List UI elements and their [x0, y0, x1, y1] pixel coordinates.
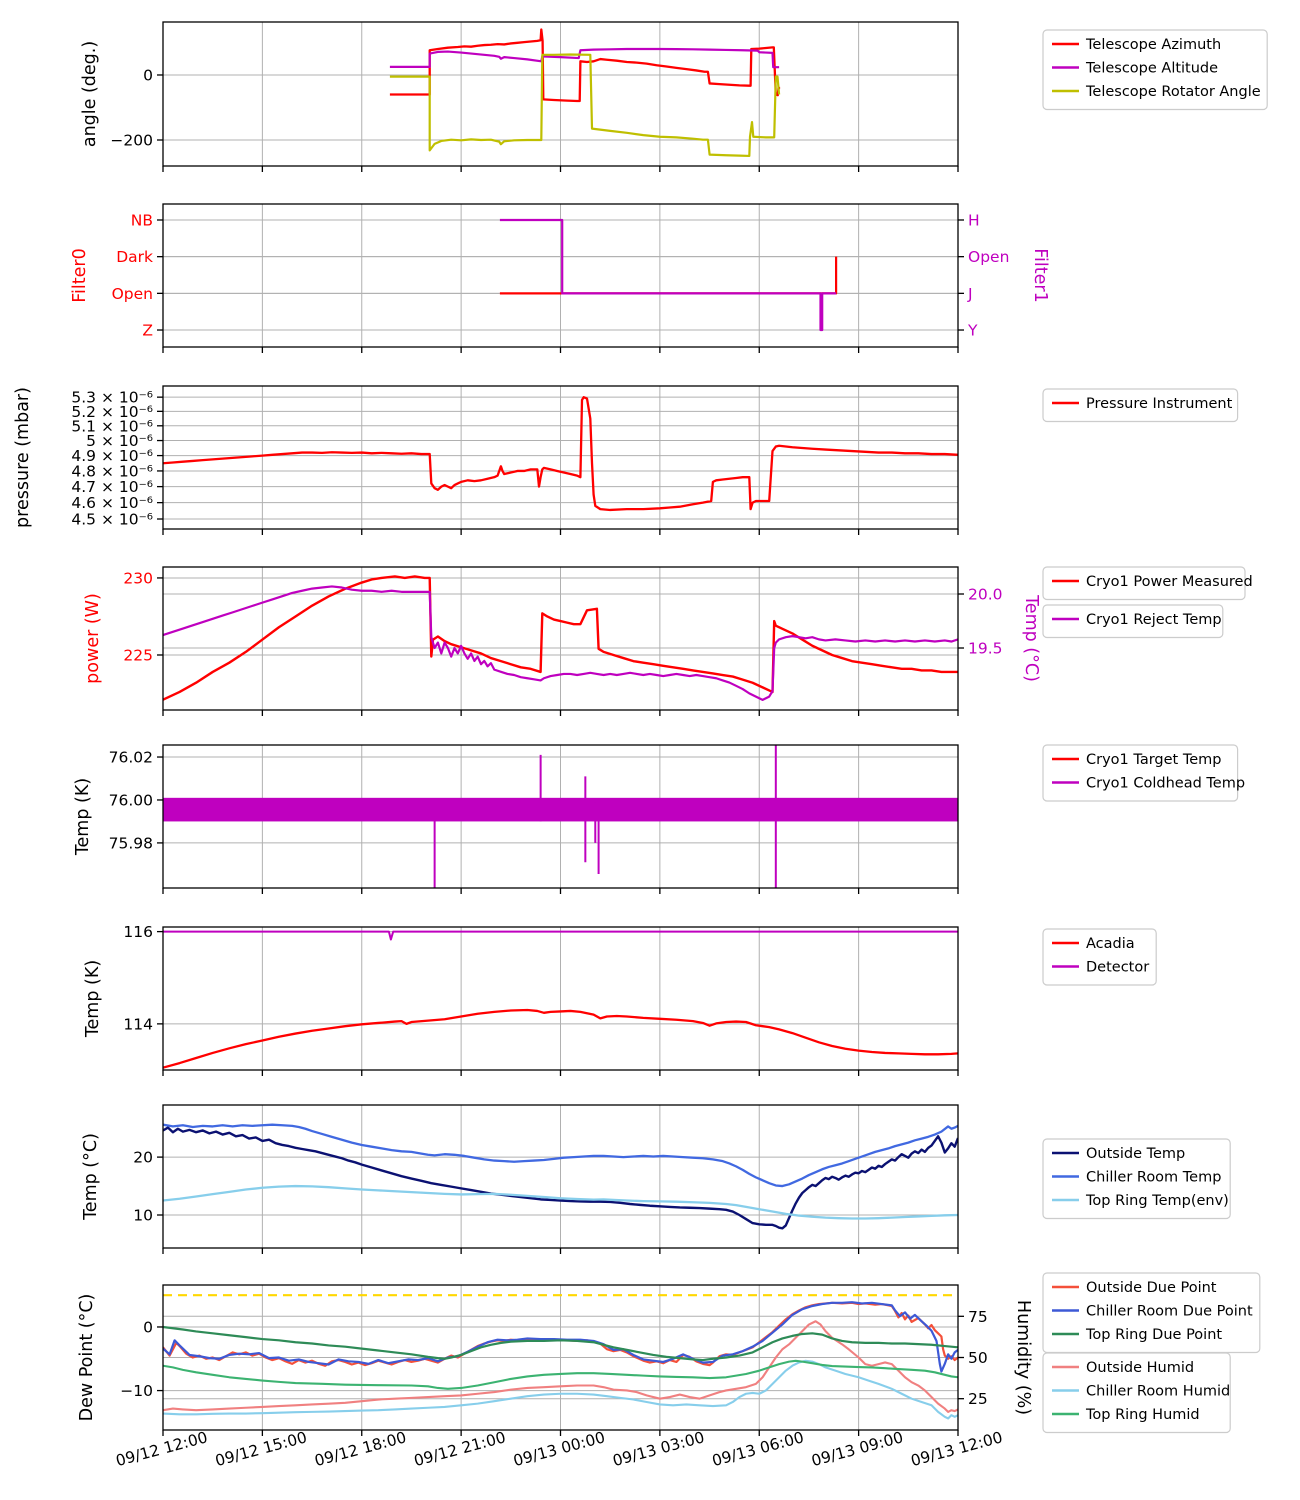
- y-axis-label: Dew Point (°C): [77, 1293, 97, 1422]
- legend-label: Top Ring Due Point: [1086, 1327, 1223, 1343]
- x-tick-label: 09/12 21:00: [411, 1428, 508, 1471]
- series-filter1-state: [500, 220, 836, 330]
- y-tick-label-right: 75: [968, 1307, 988, 1326]
- y-tick-label: 230: [123, 569, 153, 588]
- y-tick-label-right: J: [968, 284, 973, 303]
- legend-label: Telescope Azimuth: [1086, 37, 1222, 53]
- y-axis-label-right: Filter1: [1030, 248, 1050, 303]
- series-group: [500, 220, 836, 330]
- x-tick-label: 09/13 06:00: [710, 1428, 806, 1471]
- panel-pressure: [13, 386, 958, 535]
- y-axis-label: Temp (°C): [81, 1133, 101, 1220]
- panel-cryo-power: [83, 567, 1041, 716]
- legend-label: Telescope Altitude: [1086, 60, 1219, 77]
- panel-telescope-angles: [80, 22, 958, 172]
- panel-detector-temps: [83, 923, 958, 1076]
- panel-cryo-temps: [73, 740, 958, 895]
- series-group: [390, 29, 780, 155]
- y-tick-label: −10: [120, 1382, 153, 1401]
- y-tick-label: 76.00: [108, 791, 153, 810]
- y-tick-label-right: 50: [968, 1349, 988, 1367]
- y-axis-label-right: Temp (°C): [1021, 595, 1041, 682]
- legend-label: Chiller Room Humid: [1086, 1383, 1231, 1400]
- legend: [1043, 30, 1267, 110]
- y-tick-label: 4.5 × 10⁻⁶: [71, 510, 153, 529]
- legend-label: Pressure Instrument: [1086, 396, 1233, 412]
- legend-label: Outside Temp: [1086, 1146, 1186, 1162]
- legend-label: Top Ring Humid: [1086, 1407, 1200, 1423]
- legend: [1043, 1353, 1230, 1433]
- y-tick-label: 10: [133, 1206, 153, 1225]
- y-tick-label-right: Y: [968, 321, 978, 340]
- y-tick-label: 114: [123, 1015, 153, 1034]
- legend-label: Detector: [1086, 959, 1150, 976]
- y-tick-label: 75.98: [108, 834, 153, 853]
- legend: [1043, 389, 1238, 422]
- y-axis-label: Temp (K): [83, 959, 103, 1038]
- legend-label: Outside Due Point: [1086, 1280, 1217, 1296]
- legend-label: Acadia: [1086, 936, 1135, 952]
- y-tick-label: −200: [110, 131, 153, 150]
- x-tick-label: 09/12 15:00: [213, 1428, 309, 1471]
- y-tick-label: 116: [123, 923, 153, 942]
- y-tick-label: 5 × 10⁻⁶: [86, 432, 153, 451]
- legend-label: Top Ring Temp(env): [1086, 1193, 1229, 1209]
- y-tick-label: 76.02: [108, 748, 153, 767]
- y-tick-label: 20: [133, 1148, 153, 1167]
- legend: [1043, 929, 1156, 985]
- x-tick-label: 09/13 03:00: [610, 1428, 707, 1471]
- series-telescope-rotator-angle: [390, 55, 779, 156]
- series-filter0-state: [500, 257, 836, 294]
- legend-label: Cryo1 Reject Temp: [1086, 612, 1222, 628]
- y-tick-label-right: 20.0: [968, 585, 1003, 604]
- legend-label: Cryo1 Power Measured: [1086, 574, 1253, 590]
- y-tick-label: 4.9 × 10⁻⁶: [71, 447, 153, 466]
- x-tick-label: 09/13 12:00: [908, 1428, 1005, 1471]
- legend: [1043, 1273, 1260, 1353]
- y-tick-label: 5.1 × 10⁻⁶: [71, 417, 153, 436]
- legend: [1043, 567, 1253, 600]
- y-tick-label: 5.2 × 10⁻⁶: [71, 402, 153, 421]
- legend: [1043, 1139, 1230, 1219]
- y-tick-label-right: 25: [968, 1390, 988, 1409]
- y-tick-label: 5.3 × 10⁻⁶: [71, 388, 153, 407]
- y-tick-label: NB: [130, 211, 153, 230]
- x-tick-label: 09/12 12:00: [113, 1428, 210, 1471]
- y-tick-label: Z: [142, 321, 153, 340]
- panel-filters: [70, 204, 1050, 353]
- legend-label: Cryo1 Coldhead Temp: [1086, 775, 1246, 792]
- y-tick-label: 225: [123, 646, 153, 665]
- y-tick-label: 4.6 × 10⁻⁶: [71, 494, 153, 513]
- y-axis-label: angle (deg.): [80, 40, 100, 148]
- y-tick-label: 4.7 × 10⁻⁶: [71, 478, 153, 497]
- x-tick-label: 09/13 09:00: [809, 1428, 906, 1471]
- y-axis-label-right: Humidity (%): [1013, 1299, 1033, 1416]
- y-tick-label: Dark: [116, 248, 153, 267]
- x-tick-label: 09/13 00:00: [511, 1428, 608, 1471]
- y-tick-label: 0: [143, 66, 153, 85]
- legend-label: Outside Humid: [1086, 1360, 1195, 1376]
- legend-label: Chiller Room Temp: [1086, 1169, 1222, 1186]
- x-tick-label: 09/12 18:00: [312, 1428, 409, 1471]
- series-telescope-altitude: [390, 49, 779, 67]
- y-tick-label: Open: [111, 284, 153, 303]
- y-axis-label: Temp (K): [73, 777, 93, 856]
- legend: [1043, 745, 1245, 801]
- y-axis-label: power (W): [83, 593, 103, 684]
- y-tick-label-right: H: [968, 211, 980, 230]
- legend-label: Cryo1 Target Temp: [1086, 752, 1222, 768]
- panel-ambient-temps: [81, 1105, 958, 1254]
- panel-dew-point-humidity: [77, 1285, 1033, 1436]
- y-tick-label: 0: [143, 1318, 153, 1337]
- legend-label: Chiller Room Due Point: [1086, 1303, 1253, 1320]
- y-tick-label-right: 19.5: [968, 639, 1003, 658]
- series-telescope-azimuth: [390, 29, 780, 101]
- y-axis-label: Filter0: [70, 248, 90, 303]
- series-cryo1-coldhead-band: [163, 798, 958, 822]
- y-tick-label: 4.8 × 10⁻⁶: [71, 462, 153, 481]
- legend: [1043, 605, 1223, 638]
- y-tick-label-right: Open: [968, 248, 1010, 267]
- legend-label: Telescope Rotator Angle: [1086, 84, 1261, 100]
- y-axis-label: pressure (mbar): [13, 387, 33, 528]
